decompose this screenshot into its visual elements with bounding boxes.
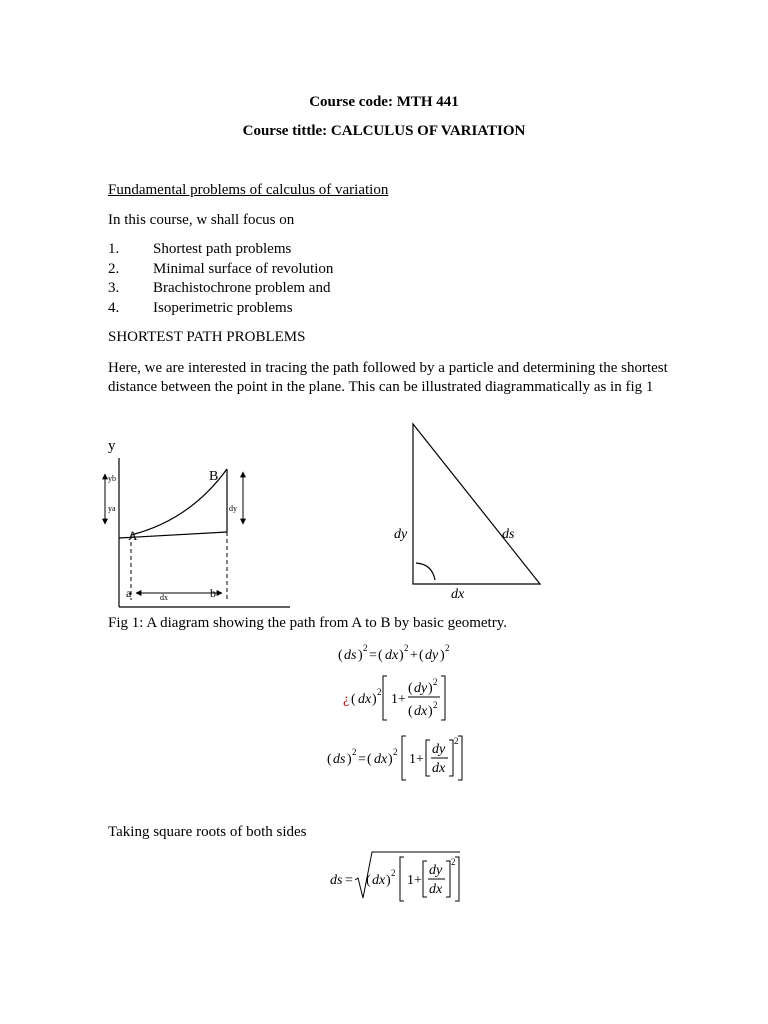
svg-text:): ) [399,648,404,663]
ya-label: ya [108,504,116,513]
svg-text:(: ( [419,648,424,663]
dx-label: dx [160,593,168,602]
triangle-dx-label: dx [451,587,465,602]
svg-text:1+: 1+ [407,873,422,888]
svg-text:2: 2 [454,736,459,746]
svg-text:2: 2 [451,857,456,867]
svg-text:2: 2 [391,868,396,878]
svg-text:(: ( [367,752,372,767]
svg-text:dy: dy [432,742,446,757]
svg-text:): ) [347,752,352,767]
svg-text:(: ( [338,648,343,663]
svg-text:=: = [369,648,377,663]
list-item: 2. Minimal surface of revolution [108,260,334,277]
equation-2 [343,676,445,720]
svg-text:dx: dx [385,648,399,663]
svg-text:dx: dx [372,873,386,888]
svg-text:1+: 1+ [391,692,406,707]
svg-text:2: 2 [433,677,438,687]
course-title: Course tittle: CALCULUS OF VARIATION [242,123,526,139]
figure-caption: Fig 1: A diagram showing the path from A to B by basic geometry. [108,615,507,631]
shortest-path-heading: SHORTEST PATH PROBLEMS [108,329,306,345]
equation-1 [338,643,450,663]
svg-text:): ) [388,752,393,767]
triangle-dy-label: dy [394,527,408,542]
list-item: 3. Brachistochrone problem and [108,280,331,296]
equation-4 [330,852,460,901]
list-item: 4. Isoperimetric problems [108,299,293,316]
svg-text:dx: dx [432,761,446,776]
svg-text:=: = [358,752,366,767]
triangle-ds-label: ds [502,527,515,542]
point-b-label: B [209,469,219,484]
svg-text:(: ( [351,692,356,707]
svg-text:(: ( [378,648,383,663]
y-axis-label: y [108,438,116,454]
svg-text:ds: ds [344,648,357,663]
svg-text:+: + [410,648,418,663]
svg-text:): ) [428,681,433,696]
svg-text:2: 2 [393,747,398,757]
point-a-label: A [128,528,138,543]
svg-text:(: ( [366,873,371,888]
svg-text:2: 2 [352,747,357,757]
svg-text:dx: dx [429,882,443,897]
svg-text:): ) [372,692,377,707]
svg-text:ds: ds [333,752,346,767]
svg-text:dy: dy [414,681,428,696]
svg-text:(: ( [327,752,332,767]
svg-text:=: = [345,873,353,888]
svg-text:dx: dx [358,692,372,707]
svg-text:2: 2 [363,643,368,653]
svg-text:¿: ¿ [343,692,350,707]
svg-text:1+: 1+ [409,752,424,767]
svg-text:2: 2 [404,643,409,653]
a-label: a [126,586,132,600]
svg-text:2: 2 [377,687,382,697]
svg-text:): ) [358,648,363,663]
yb-label: yb [108,474,116,483]
svg-text:dy: dy [429,863,443,878]
taking-roots-text: Taking square roots of both sides [108,824,307,840]
course-code: Course code: MTH 441 [309,94,459,110]
list-item: 1. Shortest path problems [108,241,292,257]
intro-paragraph: Here, we are interested in tracing the path followed by a particle and determining the shortest distance between the point in the plane. This can be illustrated diagrammatically as in fig 1 [108,360,668,395]
b-label: b [210,586,216,600]
dy-label: dy [229,504,237,513]
svg-text:): ) [440,648,445,663]
svg-text:ds: ds [330,873,343,888]
svg-text:2: 2 [433,700,438,710]
svg-text:): ) [428,704,433,719]
svg-text:(: ( [408,704,413,719]
intro-text: In this course, w shall focus on [108,212,295,228]
svg-text:(: ( [408,681,413,696]
svg-text:dx: dx [414,704,428,719]
section-heading: Fundamental problems of calculus of variation [108,182,389,198]
svg-text:dx: dx [374,752,388,767]
svg-text:2: 2 [445,643,450,653]
equation-3 [327,736,462,780]
svg-text:dy: dy [425,648,439,663]
svg-text:): ) [386,873,391,888]
